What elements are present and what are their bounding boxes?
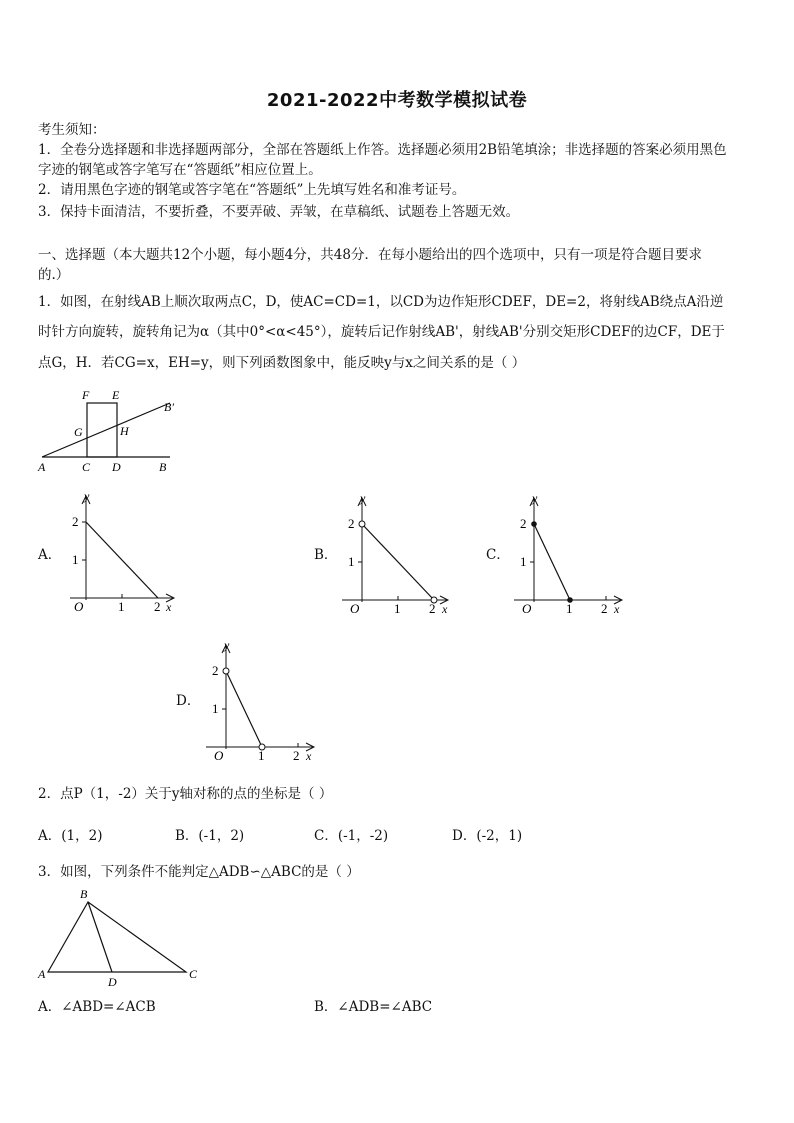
section-heading-cont: 的.） [38,267,70,283]
q3-option-b[interactable]: B．∠ADB=∠ABC [314,999,433,1015]
tick-label-y2: 2 [520,516,527,531]
origin-label: O [350,601,360,616]
notice-item: 2．请用黑色字迹的钢笔或答字笔在“答题纸”上先填写姓名和准考证号。 [38,182,466,198]
tick-label-x1: 1 [566,601,573,616]
q3-stem: 3．如图，下列条件不能判定△ADB∽△ABC的是（ ） [38,864,360,880]
origin-label: O [74,599,84,614]
notice-item: 1．全卷分选择题和非选择题两部分，全部在答题纸上作答。选择题必须用2B铅笔填涂；非选择题的答案必须用黑色 [38,142,727,158]
label-D: D [108,975,117,989]
tick-label-x1: 1 [118,599,125,614]
q1-option-c-label[interactable]: C． [486,547,510,563]
origin-label: O [214,748,224,763]
q1-option-a-label[interactable]: A． [38,547,62,563]
q2-option-c[interactable]: C．(-1，-2) [314,828,389,844]
origin-label: O [522,601,532,616]
x-axis-label: x [306,749,312,763]
label-D: D [112,460,121,474]
q1-option-a-graph [62,488,182,616]
x-axis-label: x [166,600,172,614]
tick-label-x2: 2 [429,601,436,616]
tick-label-y1: 1 [520,554,527,569]
label-C: C [82,460,91,474]
tick-label-y1: 1 [72,552,79,567]
label-H: H [120,424,129,438]
tick-label-x2: 2 [601,601,608,616]
x-axis-label: x [442,602,448,616]
tick-label-y1: 1 [348,554,355,569]
label-B-prime: B′ [164,400,174,414]
label-C: C [189,967,198,981]
q2-option-d[interactable]: D．(-2，1) [452,828,523,844]
label-B: B [80,887,88,901]
section-heading: 一、选择题（本大题共12个小题，每小题4分，共48分．在每小题给出的四个选项中，只有一项是符合题目要求 [38,247,702,263]
notice-heading: 考生须知： [38,122,106,138]
label-A: A [38,460,46,474]
q1-option-d-graph [202,637,322,765]
label-G: G [74,425,83,439]
closed-endpoint [531,521,537,527]
y-axis-label: y [532,491,538,505]
page-title: 2021-2022中考数学模拟试卷 [266,90,528,111]
label-B: B [159,460,167,474]
open-endpoint [359,521,365,527]
tick-label-x2: 2 [154,599,161,614]
q1-option-b-graph [338,490,458,618]
label-E: E [112,388,120,402]
open-endpoint [223,668,229,674]
q1-stem-line3: 点G，H．若CG=x，EH=y，则下列函数图象中，能反映y与x之间关系的是（ ） [38,355,526,371]
q1-option-c-graph [510,490,630,618]
label-A: A [38,967,46,981]
tick-label-x1: 1 [258,748,265,763]
tick-label-x1: 1 [394,601,401,616]
q3-figure [34,884,204,990]
y-axis-label: y [224,638,230,652]
tick-label-y1: 1 [212,701,219,716]
x-axis-label: x [614,602,620,616]
q2-option-b[interactable]: B．(-1，2) [175,828,245,844]
label-F: F [82,388,90,402]
q1-figure [30,385,190,475]
tick-label-x2: 2 [293,748,300,763]
q1-stem-line2: 时针方向旋转，旋转角记为α（其中0°<α<45°），旋转后记作射线AB'，射线AB'分别交矩形CDEF的边CF，DE于 [38,324,725,340]
notice-item: 字迹的钢笔或答字笔写在“答题纸”相应位置上。 [38,162,322,178]
y-axis-label: y [84,489,90,503]
q2-option-a[interactable]: A．(1，2) [38,828,103,844]
q2-stem: 2．点P（1，-2）关于y轴对称的点的坐标是（ ） [38,786,333,802]
notice-item: 3．保持卡面清洁，不要折叠，不要弄破、弄皱，在草稿纸、试题卷上答题无效。 [38,204,520,220]
tick-label-y2: 2 [72,514,79,529]
q1-option-d-label[interactable]: D． [176,693,201,709]
q3-option-a[interactable]: A．∠ABD=∠ACB [38,999,156,1015]
tick-label-y2: 2 [348,516,355,531]
q1-option-b-label[interactable]: B． [314,547,338,563]
y-axis-label: y [360,491,366,505]
tick-label-y2: 2 [212,663,219,678]
q1-stem-line1: 1．如图，在射线AB上顺次取两点C，D，使AC=CD=1，以CD为边作矩形CDEF，DE=2，将射线AB绕点A沿逆 [38,294,724,310]
